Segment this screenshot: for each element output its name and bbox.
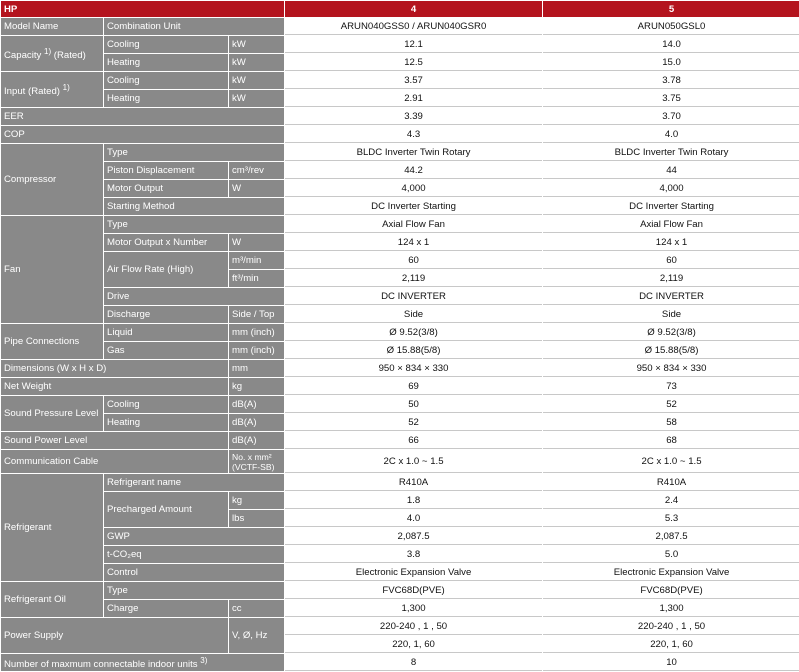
input-heating-4: 2.91 [285, 90, 542, 107]
precharged-amount-label: Precharged Amount [104, 492, 228, 527]
cop-4: 4.3 [285, 126, 542, 143]
table-row [1, 126, 799, 143]
air-flow-unit-m3: m³/min [229, 252, 284, 269]
pipe-gas-5: Ø 15.88(5/8) [543, 342, 799, 359]
compressor-label: Compressor [1, 144, 103, 215]
table-row [1, 144, 799, 161]
capacity-cooling-4: 12.1 [285, 36, 542, 53]
table-row [1, 618, 799, 635]
air-flow-ft3-5: 2,119 [543, 270, 799, 287]
table-row [1, 528, 799, 545]
cop-5: 4.0 [543, 126, 799, 143]
precharged-kg-4: 1.8 [285, 492, 542, 509]
dimensions-label: Dimensions (W x H x D) [1, 360, 228, 377]
spl-unit: dB(A) [229, 414, 284, 431]
model-name-4: ARUN040GSS0 / ARUN040GSR0 [285, 18, 542, 35]
starting-method-label: Starting Method [104, 198, 284, 215]
sound-power-label: Sound Power Level [1, 432, 228, 449]
starting-method-5: DC Inverter Starting [543, 198, 799, 215]
table-row [1, 288, 799, 305]
eer-label: EER [1, 108, 284, 125]
table-row [1, 564, 799, 581]
drive-5: DC INVERTER [543, 288, 799, 305]
air-flow-unit-ft3: ft³/min [229, 270, 284, 287]
fan-type-4: Axial Flow Fan [285, 216, 542, 233]
table-row [1, 378, 799, 395]
spl-cooling-label: Cooling [104, 396, 228, 413]
table-row [1, 234, 799, 251]
piston-displacement-5: 44 [543, 162, 799, 179]
discharge-label: Discharge [104, 306, 228, 323]
piston-displacement-label: Piston Displacement [104, 162, 228, 179]
fan-motor-unit: W [229, 234, 284, 251]
cable-unit: No. x mm² (VCTF-SB) [229, 450, 284, 473]
spl-heating-5: 58 [543, 414, 799, 431]
refrigerant-name-4: R410A [285, 474, 542, 491]
precharged-kg-5: 2.4 [543, 492, 799, 509]
pipe-connections-label: Pipe Connections [1, 324, 103, 359]
fan-motor-4: 124 x 1 [285, 234, 542, 251]
pipe-gas-4: Ø 15.88(5/8) [285, 342, 542, 359]
power-supply-60hz-4: 220, 1, 60 [285, 636, 542, 653]
discharge-4: Side [285, 306, 542, 323]
communication-cable-label: Communication Cable [1, 450, 228, 473]
power-supply-60hz-5: 220, 1, 60 [543, 636, 799, 653]
tco2-4: 3.8 [285, 546, 542, 563]
capacity-cooling-label: Cooling [104, 36, 228, 53]
pipe-liquid-label: Liquid [104, 324, 228, 341]
spl-cooling-4: 50 [285, 396, 542, 413]
cable-4: 2C x 1.0 ~ 1.5 [285, 450, 542, 473]
table-row [1, 108, 799, 125]
model-4-header: 4 [285, 1, 542, 17]
precharged-kg-unit: kg [229, 492, 284, 509]
air-flow-label: Air Flow Rate (High) [104, 252, 228, 287]
model-name-5: ARUN050GSL0 [543, 18, 799, 35]
compressor-type-4: BLDC Inverter Twin Rotary [285, 144, 542, 161]
table-row [1, 324, 799, 341]
table-row [1, 546, 799, 563]
eer-4: 3.39 [285, 108, 542, 125]
cable-5: 2C x 1.0 ~ 1.5 [543, 450, 799, 473]
table-row [1, 492, 799, 509]
drive-label: Drive [104, 288, 284, 305]
max-indoor-units-5: 10 [543, 654, 799, 671]
capacity-unit: kW [229, 36, 284, 53]
swl-5: 68 [543, 432, 799, 449]
table-row [1, 252, 799, 269]
fan-motor-label: Motor Output x Number [104, 234, 228, 251]
table-row [1, 36, 799, 53]
table-row [1, 432, 799, 449]
oil-charge-5: 1,300 [543, 600, 799, 617]
capacity-unit: kW [229, 54, 284, 71]
capacity-heating-label: Heating [104, 54, 228, 71]
net-weight-unit: kg [229, 378, 284, 395]
oil-charge-unit: cc [229, 600, 284, 617]
spl-heating-label: Heating [104, 414, 228, 431]
table-row [1, 180, 799, 197]
model-5-header: 5 [543, 1, 799, 17]
table-row [1, 600, 799, 617]
table-row [1, 654, 799, 671]
oil-charge-label: Charge [104, 600, 228, 617]
compressor-motor-unit: W [229, 180, 284, 197]
fan-motor-5: 124 x 1 [543, 234, 799, 251]
control-label: Control [104, 564, 284, 581]
power-supply-label: Power Supply [1, 618, 228, 653]
oil-type-label: Type [104, 582, 284, 599]
dimensions-5: 950 × 834 × 330 [543, 360, 799, 377]
spl-unit: dB(A) [229, 396, 284, 413]
input-cooling-5: 3.78 [543, 72, 799, 89]
capacity-heating-4: 12.5 [285, 54, 542, 71]
gwp-4: 2,087.5 [285, 528, 542, 545]
discharge-5: Side [543, 306, 799, 323]
combination-unit-label: Combination Unit [104, 18, 284, 35]
fan-type-label: Type [104, 216, 284, 233]
fan-type-5: Axial Flow Fan [543, 216, 799, 233]
piston-displacement-4: 44.2 [285, 162, 542, 179]
compressor-type-5: BLDC Inverter Twin Rotary [543, 144, 799, 161]
table-row [1, 582, 799, 599]
control-5: Electronic Expansion Valve [543, 564, 799, 581]
gwp-5: 2,087.5 [543, 528, 799, 545]
air-flow-ft3-4: 2,119 [285, 270, 542, 287]
max-indoor-units-label: Number of maxmum connectable indoor units $^{3)}$ [1, 654, 284, 671]
power-supply-unit: V, Ø, Hz [229, 618, 284, 653]
control-4: Electronic Expansion Valve [285, 564, 542, 581]
input-label: Input (Rated) $^{1)}$ [1, 72, 103, 107]
net-weight-4: 69 [285, 378, 542, 395]
compressor-motor-5: 4,000 [543, 180, 799, 197]
precharged-lbs-4: 4.0 [285, 510, 542, 527]
piston-unit: cm³/rev [229, 162, 284, 179]
pipe-gas-label: Gas [104, 342, 228, 359]
table-row [1, 18, 799, 35]
refrigerant-label: Refrigerant [1, 474, 103, 581]
pipe-liquid-4: Ø 9.52(3/8) [285, 324, 542, 341]
input-unit: kW [229, 72, 284, 89]
table-row [1, 162, 799, 179]
input-unit: kW [229, 90, 284, 107]
air-flow-m3-5: 60 [543, 252, 799, 269]
compressor-type-label: Type [104, 144, 284, 161]
capacity-cooling-5: 14.0 [543, 36, 799, 53]
input-heating-5: 3.75 [543, 90, 799, 107]
table-row [1, 360, 799, 377]
table-row [1, 72, 799, 89]
eer-5: 3.70 [543, 108, 799, 125]
cop-label: COP [1, 126, 284, 143]
capacity-heating-5: 15.0 [543, 54, 799, 71]
net-weight-label: Net Weight [1, 378, 228, 395]
hp-header: HP [1, 1, 284, 17]
oil-type-4: FVC68D(PVE) [285, 582, 542, 599]
compressor-motor-4: 4,000 [285, 180, 542, 197]
pipe-unit: mm (inch) [229, 324, 284, 341]
net-weight-5: 73 [543, 378, 799, 395]
discharge-unit: Side / Top [229, 306, 284, 323]
table-row [1, 54, 799, 71]
capacity-label: Capacity $^{1)}$ (Rated) [1, 36, 103, 71]
input-cooling-4: 3.57 [285, 72, 542, 89]
drive-4: DC INVERTER [285, 288, 542, 305]
refrigerant-name-label: Refrigerant name [104, 474, 284, 491]
tco2-label: t-CO₂eq [104, 546, 284, 563]
model-name-label: Model Name [1, 18, 103, 35]
table-row [1, 90, 799, 107]
table-row [1, 306, 799, 323]
gwp-label: GWP [104, 528, 284, 545]
precharged-lbs-unit: lbs [229, 510, 284, 527]
refrigerant-oil-label: Refrigerant Oil [1, 582, 103, 617]
refrigerant-name-5: R410A [543, 474, 799, 491]
table-row [1, 414, 799, 431]
max-indoor-units-4: 8 [285, 654, 542, 671]
table-row [1, 198, 799, 215]
oil-charge-4: 1,300 [285, 600, 542, 617]
air-flow-m3-4: 60 [285, 252, 542, 269]
table-row [1, 396, 799, 413]
table-row [1, 342, 799, 359]
dimensions-unit: mm [229, 360, 284, 377]
oil-type-5: FVC68D(PVE) [543, 582, 799, 599]
header-row [1, 1, 799, 17]
compressor-motor-label: Motor Output [104, 180, 228, 197]
sound-pressure-label: Sound Pressure Level [1, 396, 103, 431]
table-row [1, 474, 799, 491]
swl-unit: dB(A) [229, 432, 284, 449]
dimensions-4: 950 × 834 × 330 [285, 360, 542, 377]
pipe-liquid-5: Ø 9.52(3/8) [543, 324, 799, 341]
precharged-lbs-5: 5.3 [543, 510, 799, 527]
input-cooling-label: Cooling [104, 72, 228, 89]
table-row [1, 216, 799, 233]
input-heating-label: Heating [104, 90, 228, 107]
power-supply-50hz-5: 220-240 , 1 , 50 [543, 618, 799, 635]
tco2-5: 5.0 [543, 546, 799, 563]
starting-method-4: DC Inverter Starting [285, 198, 542, 215]
pipe-unit: mm (inch) [229, 342, 284, 359]
spl-cooling-5: 52 [543, 396, 799, 413]
fan-label: Fan [1, 216, 103, 323]
swl-4: 66 [285, 432, 542, 449]
power-supply-50hz-4: 220-240 , 1 , 50 [285, 618, 542, 635]
spl-heating-4: 52 [285, 414, 542, 431]
table-row [1, 450, 799, 473]
